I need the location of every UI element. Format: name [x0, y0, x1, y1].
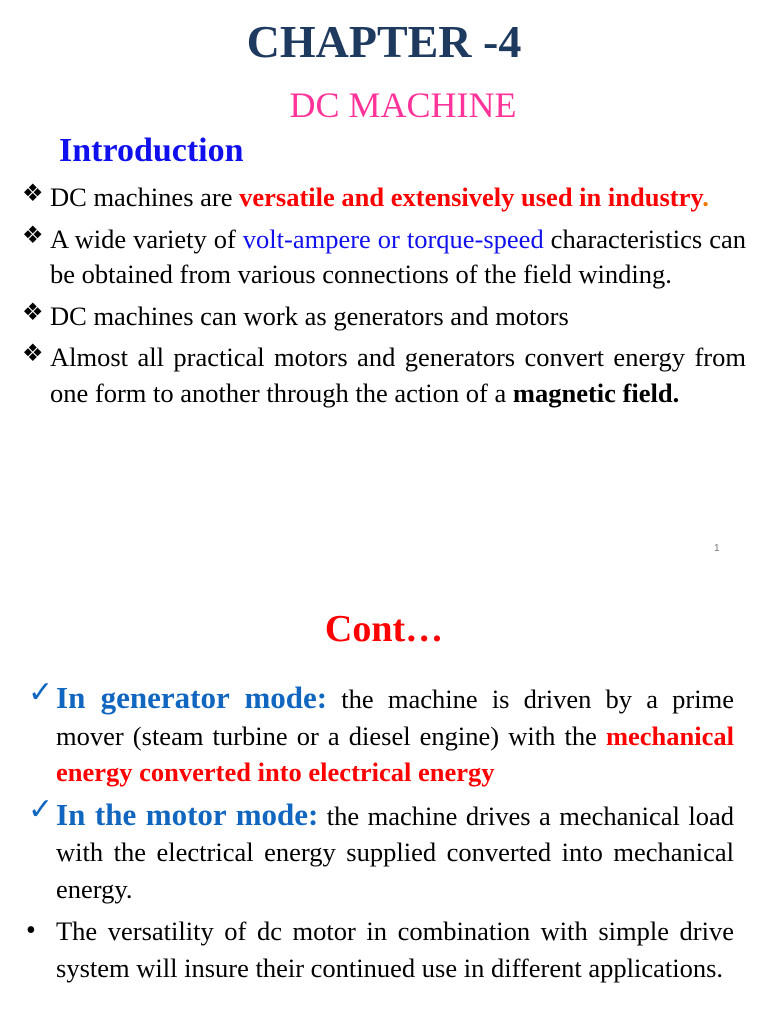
- bullet-item: [22, 180, 746, 216]
- checkmark-icon: ✓: [28, 792, 54, 826]
- diamond-bullet-icon: ❖: [22, 222, 44, 249]
- bullet-item: [22, 299, 746, 335]
- diamond-bullet-icon: ❖: [22, 341, 44, 367]
- bold-text: magnetic field: [512, 377, 673, 408]
- bullet-text: The versatility of dc motor in combination with simple drive system will insure their continued use in different applications.: [56, 916, 734, 983]
- bullet-item: [22, 340, 746, 411]
- diamond-bullet-icon: ❖: [22, 299, 44, 326]
- emphasis-text: versatile and extensively used in industry: [239, 182, 703, 212]
- chapter-subtitle: DC MACHINE: [289, 85, 517, 125]
- intro-bullet-list: [22, 180, 746, 417]
- dot-bullet-icon: •: [26, 915, 36, 946]
- mode-label: In generator mode:: [56, 680, 328, 715]
- bullet-text: DC machines can work as generators and motors: [50, 300, 569, 331]
- bullet-text: the machine is driven by a prime mover (steam turbine or a diesel engine) with the: [56, 684, 734, 751]
- bullet-item: [26, 913, 734, 986]
- bullet-text: the machine drives a mechanical load with the electrical energy supplied converted into mechanical energy.: [56, 800, 734, 904]
- page-number: 1: [714, 543, 720, 554]
- bullet-text: DC machines are: [50, 182, 240, 212]
- bullet-text: characteristics can be obtained from various connections of the field winding.: [50, 223, 746, 289]
- section-heading: Introduction: [59, 132, 244, 169]
- diamond-bullet-icon: ❖: [22, 181, 44, 207]
- bullet-text: Almost all practical motors and generators convert energy from one form to another through the action of a: [50, 342, 746, 408]
- mode-bullet-list: [26, 676, 734, 992]
- period-text: .: [702, 182, 709, 212]
- highlight-text: volt-ampere or torque-speed: [242, 223, 544, 254]
- mode-label: In the motor mode:: [56, 796, 319, 832]
- emphasis-text: mechanical energy converted into electrical energy: [56, 720, 734, 787]
- chapter-title: CHAPTER -4: [246, 16, 522, 67]
- cont-title: Cont…: [324, 608, 444, 650]
- bullet-text: A wide variety of: [50, 223, 243, 254]
- period-text: .: [672, 377, 680, 408]
- bullet-item: [26, 676, 734, 791]
- bullet-item: [26, 792, 734, 908]
- bullet-item: [22, 222, 746, 293]
- checkmark-icon: ✓: [28, 676, 54, 709]
